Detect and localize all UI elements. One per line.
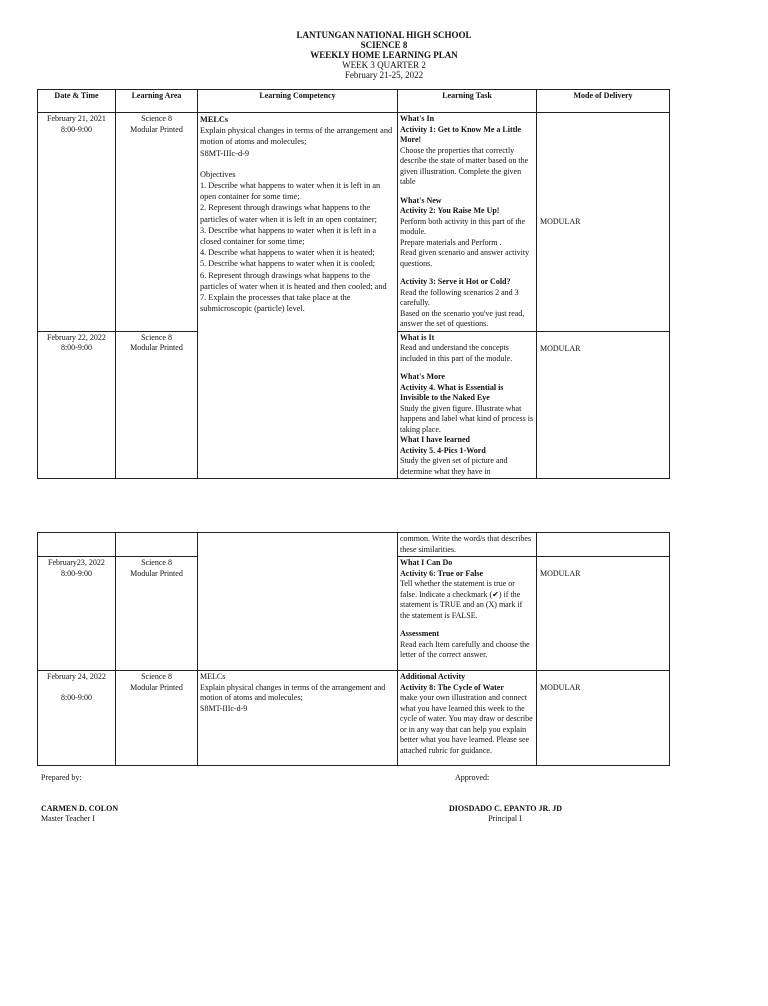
area-subject: Science 8 [141,558,172,567]
table-row [38,113,670,332]
time-text: 8:00-9:00 [60,124,93,134]
task-heading: Additional Activity [400,672,466,681]
learning-task-cell [398,671,537,766]
date-text: February23, 2022 [48,558,105,567]
mode-of-delivery-cell: MODULAR [537,671,670,766]
prepared-by-label: Prepared by: [41,773,82,782]
task-text: Based on the scenario you've just read, answer the set of questions. [400,308,525,328]
date-time-cell [38,331,116,479]
task-heading: Assessment [400,629,440,638]
task-heading: What I have learned [400,435,470,444]
preparer-block [41,804,118,824]
activity-title: Activity 6: True or False [400,568,484,578]
date-time-cell [38,557,116,671]
task-text: make your own illustration and connect what you have learned this week to the cycle of water. You may draw or describe or in any way that can help you explain better what you have learned. Please see attached rubric for guidance. [400,693,533,755]
task-text: Read each Item carefully and choose the letter of the correct answer. [400,639,530,659]
approver-name: DIOSDADO C. EPANTO JR. JD [449,804,563,813]
table-header-row [38,90,670,113]
area-subject: Science 8 [141,672,172,681]
empty-cell [38,533,116,557]
area-mode: Modular Printed [130,124,183,134]
area-mode: Modular Printed [130,568,183,578]
column-header: Mode of Delivery [537,90,670,113]
date-range: February 21-25, 2022 [344,70,424,80]
area-subject: Science 8 [141,114,172,123]
table-row [38,671,670,766]
learning-plan-table-2 [37,532,670,766]
task-heading: What I Can Do [400,558,453,567]
objective-item: 3. Describe what happens to water when it is left in a closed container for some time; [200,225,377,247]
mode-of-delivery-cell: MODULAR [537,113,670,332]
week-label: WEEK 3 QUARTER 2 [342,60,426,70]
objective-item: 1. Describe what happens to water when it is left in an open container for some time; [200,181,381,202]
area-mode: Modular Printed [130,343,183,352]
approver-title: Principal I [488,814,522,823]
date-time-cell [38,113,116,332]
learning-competency-cell [198,671,398,766]
melcs-title: MELCs [200,672,226,681]
task-text: Tell whether the statement is true or false. Indicate a checkmark (✔) if the statement is TRUE and an (X) mark if the statement is FALSE. [400,579,523,620]
learning-competency-cell [198,113,398,479]
table-row [38,533,670,557]
task-text: Read and understand the concepts included in this part of the module. [400,343,513,363]
task-heading: What's More [400,372,445,381]
column-header: Learning Competency [198,90,398,113]
melcs-code: S8MT-IIIc-d-9 [200,703,248,713]
area-subject: Science 8 [141,332,172,342]
date-text: February 21, 2021 [47,114,106,123]
date-text: February 22, 2022 [47,332,106,342]
school-name: LANTUNGAN NATIONAL HIGH SCHOOL [296,30,472,40]
activity-title: Activity 1: Get to Know Me a Little More! [400,124,522,144]
objective-item: 6. Represent through drawings what happens to the particles of water when it is heated and then cooled; and [200,270,387,291]
objective-item: 5. Describe what happens to water when it is cooled; [200,259,376,269]
column-header: Date & Time [38,90,116,113]
task-text: Study the given figure. Illustrate what happens and label what kind of process is taking place. [400,403,534,434]
column-header: Learning Task [398,90,537,113]
learning-task-cell [398,557,537,671]
area-mode: Modular Printed [130,682,183,692]
learning-task-cell: common. Write the word/s that describes these similarities. [398,533,537,557]
approved-label: Approved: [455,773,490,782]
task-text: Read the following scenarios 2 and 3 carefully. [400,287,519,307]
time-text: 8:00-9:00 [60,568,93,578]
preparer-title: Master Teacher I [41,814,95,823]
learning-task-cell [398,331,537,479]
activity-title: Activity 5. 4-Pics 1-Word [400,445,486,455]
melcs-title: MELCs [200,115,229,124]
objectives-title: Objectives [200,169,236,179]
learning-task-cell [398,113,537,332]
mode-of-delivery-cell: MODULAR [537,557,670,671]
learning-area-cell [116,113,198,332]
task-heading: What's New [400,195,442,205]
learning-plan-table-1 [37,89,670,479]
document-header [0,30,768,80]
activity-title: Activity 4. What is Essential is Invisible to the Naked Eye [400,382,504,402]
empty-cell [198,533,398,671]
objective-item: 7. Explain the processes that take place at the submicroscopic (particle) level. [200,293,351,314]
approver-block [449,804,563,824]
learning-area-cell [116,331,198,479]
time-text: 8:00-9:00 [60,343,93,352]
task-text: Perform both activity in this part of the module. [400,216,526,236]
task-heading: What is It [400,332,435,342]
subject-title: SCIENCE 8 [360,40,408,50]
melcs-code: S8MT-IIIc-d-9 [200,148,250,158]
melcs-text: Explain physical changes in terms of the arrangement and motion of atoms and molecules; [200,682,386,702]
learning-area-cell [116,671,198,766]
task-text: Choose the properties that correctly describe the state of matter based on the given illustration. Complete the given table [400,145,529,186]
plan-title: WEEKLY HOME LEARNING PLAN [310,50,458,60]
activity-title: Activity 3: Serve it Hot or Cold? [400,277,511,286]
mode-of-delivery-cell: MODULAR [537,331,670,479]
activity-title: Activity 8: The Cycle of Water [400,682,504,692]
date-time-cell [38,671,116,766]
date-text: February 24, 2022 [47,672,106,681]
task-text: Read given scenario and answer activity questions. [400,248,530,268]
task-text: Study the given set of picture and determine what they have in [400,456,508,476]
empty-cell [116,533,198,557]
task-text: Prepare materials and Perform . [400,237,502,247]
task-heading: What's In [400,114,435,123]
preparer-name: CARMEN D. COLON [41,804,119,813]
objective-item: 2. Represent through drawings what happens to the particles of water when it is left in an open container; [200,203,377,224]
melcs-text: Explain physical changes in terms of the arrangement and motion of atoms and molecules; [200,126,393,147]
empty-cell [537,533,670,557]
time-text: 8:00-9:00 [60,692,93,702]
activity-title: Activity 2: You Raise Me Up! [400,206,500,215]
learning-area-cell [116,557,198,671]
objective-item: 4. Describe what happens to water when it is heated; [200,248,375,258]
column-header: Learning Area [116,90,198,113]
